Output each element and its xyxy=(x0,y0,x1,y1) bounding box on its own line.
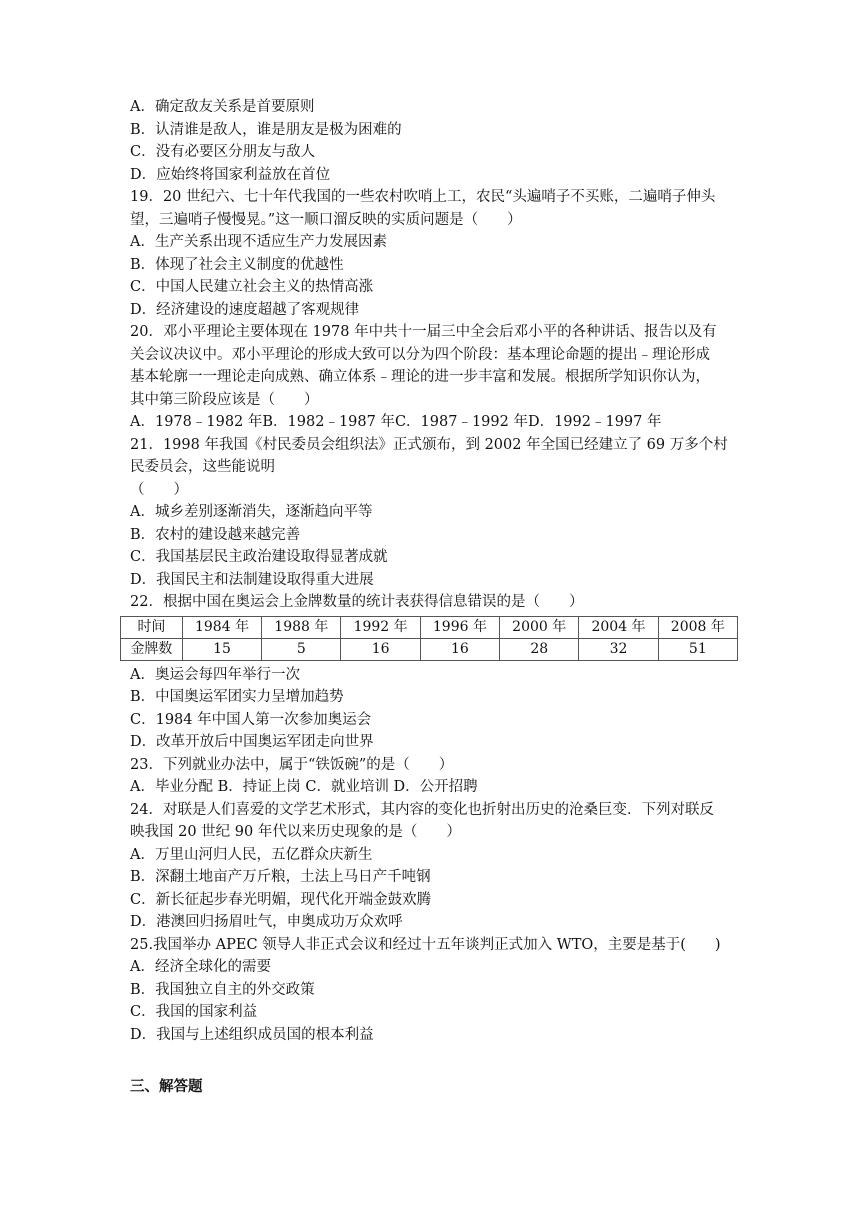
table-cell: 1988 年 xyxy=(262,616,341,638)
q20-options: A．1978﹣1982 年B．1982﹣1987 年C．1987﹣1992 年D．1992﹣1997 年 xyxy=(130,414,662,430)
q23-options: A．毕业分配 B．持证上岗 C．就业培训 D．公开招聘 xyxy=(130,779,478,795)
q25-option-d: D．我国与上述组织成员国的根本利益 xyxy=(130,1026,374,1043)
q24-option-d: D．港澳回归扬眉吐气，申奥成功万众欢呼 xyxy=(130,914,403,930)
q25-option-c: C．我国的国家利益 xyxy=(130,1004,258,1020)
q22-option-a: A．奥运会每四年举行一次 xyxy=(130,666,300,683)
q20-stem-line-2: 关会议决议中。邓小平理论的形成大致可以分为四个阶段：基本理论命题的提出﹣理论形成 xyxy=(130,346,710,363)
medal-table-header-row xyxy=(121,616,738,638)
q22-option-c: C．1984 年中国人第一次参加奥运会 xyxy=(130,711,372,728)
table-cell: 16 xyxy=(420,638,499,660)
q19-option-c: C．中国人民建立社会主义的热情高涨 xyxy=(130,279,374,295)
medal-table xyxy=(120,616,738,661)
q18-option-d: D．应始终将国家利益放在首位 xyxy=(130,166,331,183)
table-cell: 28 xyxy=(500,638,579,660)
q24-option-c: C．新长征起步春光明媚，现代化开端金鼓欢腾 xyxy=(130,891,432,908)
table-cell: 16 xyxy=(341,638,420,660)
q21-option-c: C．我国基层民主政治建设取得显著成就 xyxy=(130,549,388,565)
q22-option-d: D．改革开放后中国奥运军团走向世界 xyxy=(130,734,374,750)
q22-stem: 22．根据中国在奥运会上金牌数量的统计表获得信息错误的是（ ） xyxy=(130,594,584,610)
q21-option-b: B．农村的建设越来越完善 xyxy=(130,526,301,543)
q25-stem: 25.我国举办 APEC 领导人非正式会议和经过十五年谈判正式加入 WTO，主要是基于( ) xyxy=(130,936,721,953)
table-cell: 1996 年 xyxy=(420,616,499,638)
q19-stem-line-2: 望，三遍哨子慢慢晃。”这一顺口溜反映的实质问题是（ ） xyxy=(130,211,522,228)
q23-stem: 23．下列就业办法中，属于“铁饭碗”的是（ ） xyxy=(130,756,454,773)
table-cell: 5 xyxy=(262,638,341,660)
q18-option-b: B．认清谁是敌人，谁是朋友是极为困难的 xyxy=(130,121,402,138)
q20-stem-line-3: 基本轮廓一一理论走向成熟、确立体系﹣理论的进一步丰富和发展。根据所学知识你认为， xyxy=(130,369,710,385)
table-cell: 2008 年 xyxy=(658,616,737,638)
q19-stem-line-1: 19．20 世纪六、七十年代我国的一些农村吹哨上工，农民“头遍哨子不买账，二遍哨子伸头 xyxy=(130,189,716,205)
table-cell: 金牌数 xyxy=(121,638,183,660)
q21-stem-line-3: （ ） xyxy=(130,481,188,498)
q24-stem-line-1: 24．对联是人们喜爱的文学艺术形式，其内容的变化也折射出历史的沧桑巨变．下列对联反 xyxy=(130,801,714,818)
q21-option-a: A．城乡差别逐渐消失，逐渐趋向平等 xyxy=(130,504,373,520)
section-title: 三、解答题 xyxy=(130,1079,203,1095)
q21-stem-line-1: 21．1998 年我国《村民委员会组织法》正式颁布，到 2002 年全国已经建立了 69 万多个村 xyxy=(130,436,728,453)
q20-stem-line-4: 其中第三阶段应该是（ ） xyxy=(130,391,319,408)
q21-stem-line-2: 民委员会，这些能说明 xyxy=(130,459,275,475)
q24-option-b: B．深翻土地亩产万斤粮，土法上马日产千吨钢 xyxy=(130,869,431,885)
table-cell: 15 xyxy=(182,638,261,660)
table-cell: 2004 年 xyxy=(579,616,658,638)
table-cell: 1992 年 xyxy=(341,616,420,638)
q24-stem-line-2: 映我国 20 世纪 90 年代以来历史现象的是（ ） xyxy=(130,824,461,840)
q19-option-b: B．体现了社会主义制度的优越性 xyxy=(130,256,344,273)
q20-stem-line-1: 20．邓小平理论主要体现在 1978 年中共十一届三中全会后邓小平的各种讲话、报告以及有 xyxy=(130,324,717,340)
table-cell: 51 xyxy=(658,638,737,660)
q18-option-a: A．确定敌友关系是首要原则 xyxy=(130,99,315,115)
q25-option-b: B．我国独立自主的外交政策 xyxy=(130,981,315,998)
q22-option-b: B．中国奥运军团实力呈增加趋势 xyxy=(130,689,344,705)
q24-option-a: A．万里山河归人民，五亿群众庆新生 xyxy=(130,846,373,863)
table-cell: 32 xyxy=(579,638,658,660)
table-cell: 1984 年 xyxy=(182,616,261,638)
q25-option-a: A．经济全球化的需要 xyxy=(130,959,271,975)
table-cell: 2000 年 xyxy=(500,616,579,638)
q19-option-d: D．经济建设的速度超越了客观规律 xyxy=(130,301,360,318)
question-page xyxy=(130,96,740,1046)
q18-option-c: C．没有必要区分朋友与敌人 xyxy=(130,144,316,160)
q21-option-d: D．我国民主和法制建设取得重大进展 xyxy=(130,571,374,588)
medal-table-data-row xyxy=(121,638,738,660)
q19-option-a: A．生产关系出现不适应生产力发展因素 xyxy=(130,234,387,250)
table-cell: 时间 xyxy=(121,616,183,638)
